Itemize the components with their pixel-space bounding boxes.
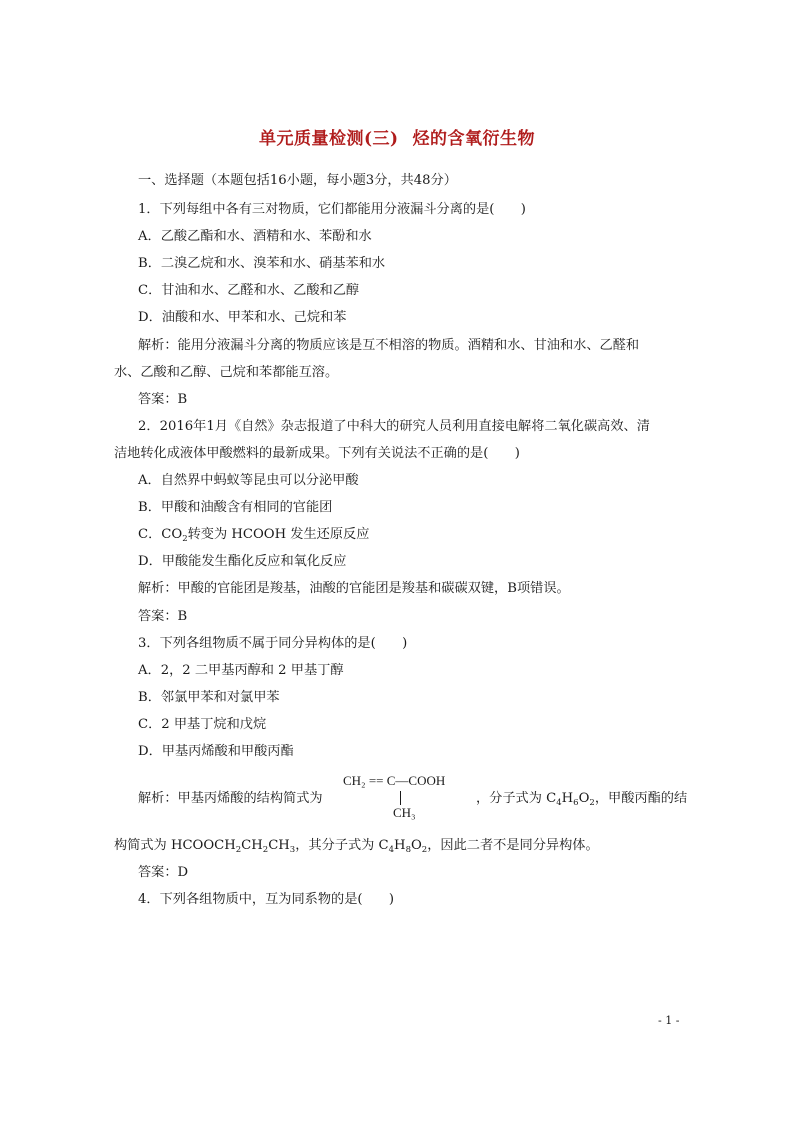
q2-option-d: D．甲酸能发生酯化反应和氧化反应 (138, 554, 347, 569)
q2-analysis: 解析：甲酸的官能团是羧基，油酸的官能团是羧基和碳碳双键，B项错误。 (138, 581, 570, 596)
q3-analysis-mid-post: ，甲酸丙酯的结 (594, 791, 688, 806)
q1-option-d: D．油酸和水、甲苯和水、己烷和苯 (138, 310, 347, 325)
title-part1: 单元质量检测(三) (258, 129, 399, 149)
formula2-sub-8: 8 (405, 845, 411, 855)
formula1-o: O (578, 791, 590, 806)
section-heading: 一、选择题（本题包括16小题，每小题3分，共48分） (138, 173, 457, 188)
page-number: - 1 - (658, 1014, 680, 1027)
line2-ch3: CH (268, 838, 290, 853)
q2-stem-line2: 洁地转化成液体甲酸燃料的最新成果。下列有关说法不正确的是( ) (114, 446, 520, 461)
structure-methyl-branch: CH₃ (393, 805, 416, 820)
methacrylic-acid-structure (343, 773, 483, 825)
structure-bond-line (400, 791, 401, 805)
formula2-h: H (394, 838, 406, 853)
formula2-o: O (410, 838, 422, 853)
q1-analysis-line2: 水、乙酸和乙醇、己烷和苯都能互溶。 (114, 365, 339, 380)
q2-answer: 答案：B (138, 609, 188, 624)
document-title (0, 124, 794, 149)
q1-option-c: C．甘油和水、乙醛和水、乙酸和乙醇 (138, 283, 360, 298)
line2-sub3: 3 (289, 845, 296, 855)
formula1-sub-4: 4 (556, 798, 562, 808)
q2-stem-line1: 2．2016年1月《自然》杂志报道了中科大的研究人员利用直接电解将二氧化碳高效、清 (138, 419, 650, 434)
q1-stem: 1．下列每组中各有三对物质，它们都能用分液漏斗分离的是( ) (138, 202, 526, 217)
q3-analysis-prefix: 解析：甲基丙烯酸的结构简式为 (138, 791, 323, 806)
q3-option-a: A．2，2 二甲基丙醇和 2 甲基丁醇 (138, 663, 344, 678)
line2-ch: CH (241, 838, 263, 853)
q2-option-c-post: 转变为 HCOOH 发生还原反应 (187, 527, 370, 542)
line2-pre: 构简式为 HCOOCH (114, 838, 236, 853)
title-part2: 烃的含氧衍生物 (412, 129, 536, 149)
q3-option-b: B．邻氯甲苯和对氯甲苯 (138, 690, 280, 705)
q3-analysis-formula (476, 790, 687, 808)
formula1-sub-2: 2 (589, 798, 595, 808)
q2-option-c (138, 526, 369, 544)
q3-answer: 答案：D (138, 865, 189, 880)
q1-analysis-line1: 解析：能用分液漏斗分离的物质应该是互不相溶的物质。酒精和水、甘油和水、乙醛和 (138, 338, 640, 353)
q2-option-c-pre: C．CO (138, 527, 183, 542)
q3-analysis-mid-pre: ，分子式为 C (476, 791, 557, 806)
line2-mid: ，其分子式为 C (295, 838, 389, 853)
formula1-sub-6: 6 (573, 798, 579, 808)
formula2-sub-2: 2 (421, 845, 428, 855)
formula1-h: H (561, 791, 574, 806)
q3-analysis-line2 (114, 837, 599, 855)
formula2-sub-4: 4 (388, 845, 395, 855)
q1-answer: 答案：B (138, 392, 188, 407)
q3-option-d: D．甲基丙烯酸和甲酸丙酯 (138, 744, 294, 759)
line2-post: ，因此二者不是同分异构体。 (427, 838, 599, 853)
q4-stem: 4．下列各组物质中，互为同系物的是( ) (138, 892, 395, 907)
q2-option-c-sub: 2 (182, 534, 188, 544)
q1-option-b: B．二溴乙烷和水、溴苯和水、硝基苯和水 (138, 256, 386, 271)
q1-option-a: A．乙酸乙酯和水、酒精和水、苯酚和水 (138, 229, 372, 244)
line2-sub1: 2 (235, 845, 242, 855)
structure-main-chain: CH₂ == C—COOH (343, 773, 446, 788)
q3-stem: 3．下列各组物质不属于同分异构体的是( ) (138, 636, 408, 651)
q2-option-b: B．甲酸和油酸含有相同的官能团 (138, 500, 333, 515)
q3-option-c: C．2 甲基丁烷和戊烷 (138, 717, 267, 732)
q2-option-a: A．自然界中蚂蚁等昆虫可以分泌甲酸 (138, 473, 359, 488)
line2-sub2: 2 (262, 845, 269, 855)
